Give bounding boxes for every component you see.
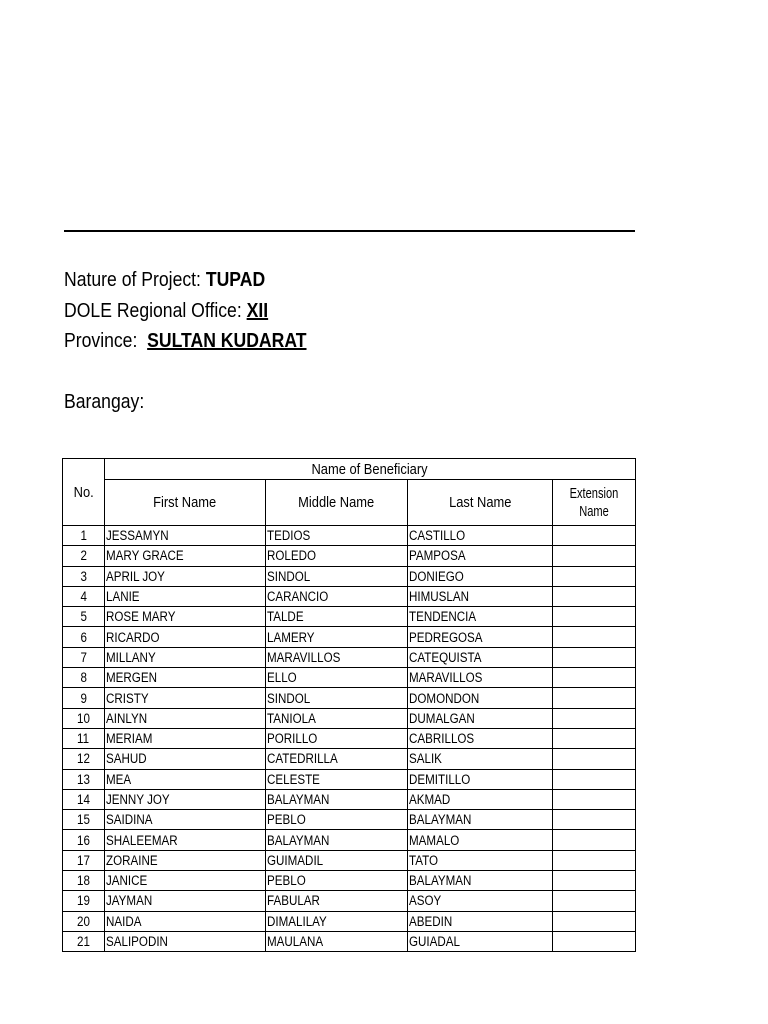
- cell-last-name: CATEQUISTA: [408, 647, 553, 667]
- cell-extension-name: [553, 688, 636, 708]
- cell-no: 11: [63, 728, 105, 748]
- cell-no: 14: [63, 789, 105, 809]
- cell-first-name: AINLYN: [105, 708, 266, 728]
- cell-last-name: BALAYMAN: [408, 871, 553, 891]
- cell-last-name: DONIEGO: [408, 566, 553, 586]
- cell-no: 4: [63, 586, 105, 606]
- cell-extension-name: [553, 607, 636, 627]
- table-row: [63, 769, 636, 789]
- cell-last-name: ABEDIN: [408, 911, 553, 931]
- cell-last-name: HIMUSLAN: [408, 586, 553, 606]
- cell-no: 8: [63, 668, 105, 688]
- cell-no: 9: [63, 688, 105, 708]
- project-value: TUPAD: [205, 269, 266, 291]
- cell-middle-name: TALDE: [266, 607, 408, 627]
- table-row: [63, 810, 636, 830]
- cell-extension-name: [553, 769, 636, 789]
- cell-no: 20: [63, 911, 105, 931]
- cell-last-name: GUIADAL: [408, 931, 553, 951]
- table-row: [63, 830, 636, 850]
- cell-no: 5: [63, 607, 105, 627]
- cell-first-name: MERIAM: [105, 728, 266, 748]
- cell-last-name: MARAVILLOS: [408, 668, 553, 688]
- cell-extension-name: [553, 728, 636, 748]
- cell-no: 1: [63, 526, 105, 546]
- col-header-middle-name: Middle Name: [266, 480, 408, 526]
- cell-middle-name: GUIMADIL: [266, 850, 408, 870]
- table-row: [63, 607, 636, 627]
- cell-extension-name: [553, 871, 636, 891]
- cell-no: 13: [63, 769, 105, 789]
- col-header-no: No.: [63, 459, 105, 526]
- cell-first-name: JESSAMYN: [105, 526, 266, 546]
- cell-no: 12: [63, 749, 105, 769]
- col-header-first-name: First Name: [105, 480, 266, 526]
- cell-first-name: JENNY JOY: [105, 789, 266, 809]
- cell-middle-name: MARAVILLOS: [266, 647, 408, 667]
- cell-extension-name: [553, 830, 636, 850]
- col-header-extension-name: Extension Name: [553, 480, 636, 526]
- cell-last-name: TENDENCIA: [408, 607, 553, 627]
- cell-extension-name: [553, 647, 636, 667]
- cell-middle-name: CARANCIO: [266, 586, 408, 606]
- cell-first-name: SHALEEMAR: [105, 830, 266, 850]
- beneficiary-table: [62, 458, 636, 952]
- cell-extension-name: [553, 850, 636, 870]
- cell-last-name: AKMAD: [408, 789, 553, 809]
- cell-last-name: TATO: [408, 850, 553, 870]
- region-line: [64, 299, 268, 323]
- col-header-name-group: Name of Beneficiary: [105, 459, 636, 480]
- cell-no: 17: [63, 850, 105, 870]
- cell-first-name: JANICE: [105, 871, 266, 891]
- cell-last-name: PAMPOSA: [408, 546, 553, 566]
- cell-last-name: DOMONDON: [408, 688, 553, 708]
- cell-middle-name: SINDOL: [266, 688, 408, 708]
- table-row: [63, 891, 636, 911]
- cell-middle-name: ROLEDO: [266, 546, 408, 566]
- cell-extension-name: [553, 566, 636, 586]
- barangay-line: [64, 390, 144, 414]
- table-row: [63, 566, 636, 586]
- table-row: [63, 931, 636, 951]
- cell-first-name: CRISTY: [105, 688, 266, 708]
- cell-middle-name: FABULAR: [266, 891, 408, 911]
- cell-last-name: DUMALGAN: [408, 708, 553, 728]
- cell-middle-name: BALAYMAN: [266, 789, 408, 809]
- barangay-label: Barangay:: [64, 391, 145, 413]
- cell-first-name: SAHUD: [105, 749, 266, 769]
- cell-first-name: LANIE: [105, 586, 266, 606]
- cell-extension-name: [553, 627, 636, 647]
- province-value: SULTAN KUDARAT: [147, 330, 307, 352]
- horizontal-rule: [64, 230, 635, 232]
- cell-no: 19: [63, 891, 105, 911]
- region-value: XII: [246, 300, 269, 322]
- cell-extension-name: [553, 931, 636, 951]
- table-row: [63, 688, 636, 708]
- project-line: [64, 268, 265, 292]
- cell-extension-name: [553, 810, 636, 830]
- cell-middle-name: DIMALILAY: [266, 911, 408, 931]
- cell-extension-name: [553, 789, 636, 809]
- region-label: DOLE Regional Office:: [64, 300, 247, 322]
- cell-no: 2: [63, 546, 105, 566]
- cell-first-name: MERGEN: [105, 668, 266, 688]
- cell-last-name: DEMITILLO: [408, 769, 553, 789]
- cell-middle-name: TANIOLA: [266, 708, 408, 728]
- cell-middle-name: ELLO: [266, 668, 408, 688]
- cell-extension-name: [553, 546, 636, 566]
- table-row: [63, 668, 636, 688]
- cell-first-name: MARY GRACE: [105, 546, 266, 566]
- cell-first-name: RICARDO: [105, 627, 266, 647]
- cell-last-name: BALAYMAN: [408, 810, 553, 830]
- cell-no: 3: [63, 566, 105, 586]
- province-label: Province:: [64, 330, 148, 352]
- cell-no: 16: [63, 830, 105, 850]
- cell-last-name: CABRILLOS: [408, 728, 553, 748]
- cell-middle-name: MAULANA: [266, 931, 408, 951]
- province-line: [64, 329, 307, 353]
- table-row: [63, 850, 636, 870]
- cell-first-name: SAIDINA: [105, 810, 266, 830]
- cell-middle-name: PEBLO: [266, 871, 408, 891]
- cell-middle-name: CATEDRILLA: [266, 749, 408, 769]
- cell-last-name: ASOY: [408, 891, 553, 911]
- cell-no: 18: [63, 871, 105, 891]
- table-row: [63, 708, 636, 728]
- cell-first-name: JAYMAN: [105, 891, 266, 911]
- cell-middle-name: CELESTE: [266, 769, 408, 789]
- cell-extension-name: [553, 708, 636, 728]
- table-row: [63, 627, 636, 647]
- cell-first-name: APRIL JOY: [105, 566, 266, 586]
- project-label: Nature of Project:: [64, 269, 206, 291]
- table-row: [63, 789, 636, 809]
- cell-extension-name: [553, 668, 636, 688]
- cell-last-name: SALIK: [408, 749, 553, 769]
- cell-no: 7: [63, 647, 105, 667]
- cell-middle-name: LAMERY: [266, 627, 408, 647]
- cell-first-name: ROSE MARY: [105, 607, 266, 627]
- cell-first-name: SALIPODIN: [105, 931, 266, 951]
- table-row: [63, 647, 636, 667]
- table-row: [63, 586, 636, 606]
- col-header-last-name: Last Name: [408, 480, 553, 526]
- cell-no: 21: [63, 931, 105, 951]
- cell-middle-name: BALAYMAN: [266, 830, 408, 850]
- table-body: [63, 526, 636, 952]
- cell-last-name: MAMALO: [408, 830, 553, 850]
- cell-middle-name: TEDIOS: [266, 526, 408, 546]
- cell-extension-name: [553, 911, 636, 931]
- cell-extension-name: [553, 891, 636, 911]
- table-row: [63, 911, 636, 931]
- cell-middle-name: SINDOL: [266, 566, 408, 586]
- cell-no: 15: [63, 810, 105, 830]
- cell-extension-name: [553, 586, 636, 606]
- cell-first-name: ZORAINE: [105, 850, 266, 870]
- table-row: [63, 546, 636, 566]
- cell-first-name: NAIDA: [105, 911, 266, 931]
- cell-extension-name: [553, 526, 636, 546]
- cell-extension-name: [553, 749, 636, 769]
- table-row: [63, 526, 636, 546]
- cell-no: 10: [63, 708, 105, 728]
- cell-no: 6: [63, 627, 105, 647]
- cell-first-name: MEA: [105, 769, 266, 789]
- table-row: [63, 749, 636, 769]
- cell-last-name: PEDREGOSA: [408, 627, 553, 647]
- cell-first-name: MILLANY: [105, 647, 266, 667]
- table-row: [63, 871, 636, 891]
- cell-last-name: CASTILLO: [408, 526, 553, 546]
- cell-middle-name: PEBLO: [266, 810, 408, 830]
- cell-middle-name: PORILLO: [266, 728, 408, 748]
- table-row: [63, 728, 636, 748]
